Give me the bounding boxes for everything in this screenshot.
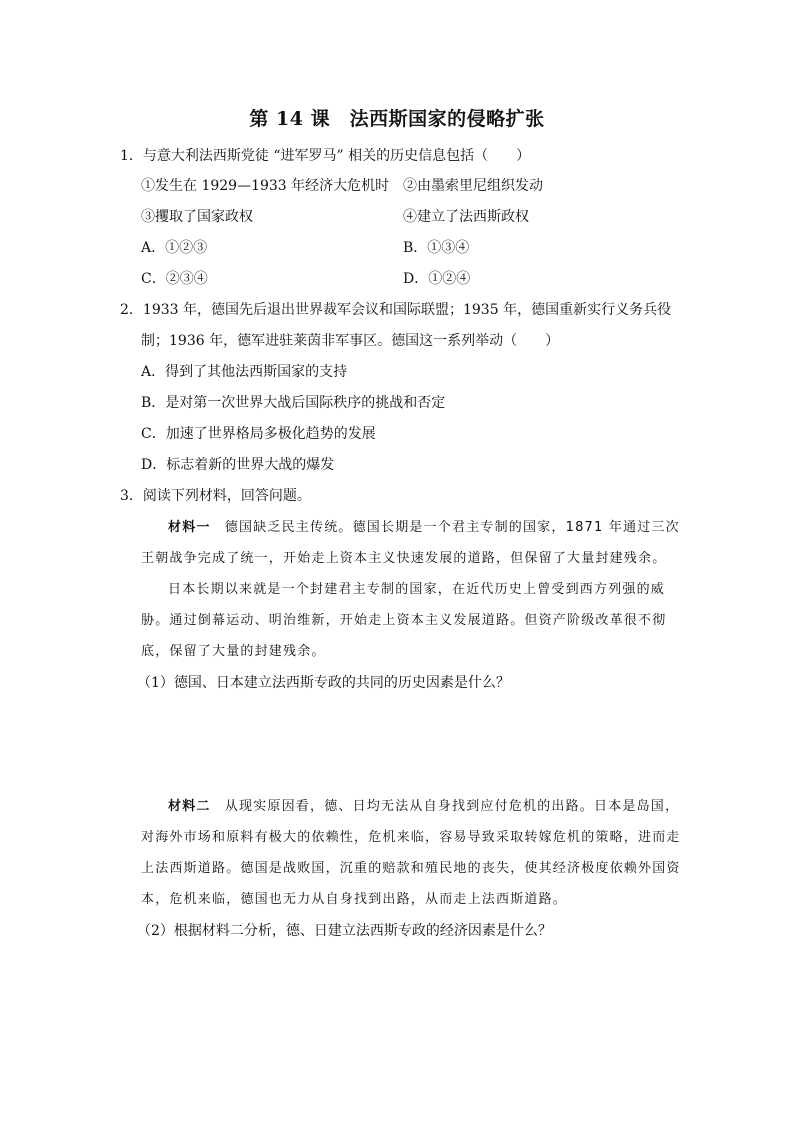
q2-option-b: B．是对第一次世界大战后国际秩序的挑战和否定 bbox=[141, 395, 446, 411]
q2-option-a: A．得到了其他法西斯国家的支持 bbox=[141, 364, 348, 380]
material-2-line-2: 对海外市场和原料有极大的依赖性，危机来临，容易导致采取转嫁危机的策略，进而走 bbox=[141, 830, 681, 845]
q1-option-a: A．①②③ bbox=[141, 240, 208, 256]
sub-question-1: （1）德国、日本建立法西斯专政的共同的历史因素是什么？ bbox=[137, 675, 510, 691]
material-1-line-3: 日本长期以来就是一个封建君主专制的国家，在近代历史上曾受到西方列强的威 bbox=[168, 582, 666, 597]
q2-option-d: D．标志着新的世界大战的爆发 bbox=[141, 457, 335, 473]
material-1-label: 材料一 bbox=[168, 520, 211, 535]
q1-option-d: D．①②④ bbox=[403, 271, 471, 287]
material-2-label: 材料二 bbox=[168, 799, 211, 814]
material-1-line-1 bbox=[168, 518, 680, 538]
q1-option-c: C．②③④ bbox=[141, 271, 208, 287]
material-2-line-4: 本，危机来临，德国也无力从自身找到出路，从而走上法西斯道路。 bbox=[141, 892, 568, 907]
q1-option-b: B．①③④ bbox=[403, 240, 470, 256]
material-1-line-5: 底，保留了大量的封建残余。 bbox=[141, 644, 326, 659]
sub-question-2: （2）根据材料二分析，德、日建立法西斯专政的经济因素是什么？ bbox=[137, 923, 552, 939]
question-3-stem: 3．阅读下列材料，回答问题。 bbox=[120, 488, 311, 504]
q2-option-c: C．加速了世界格局多极化趋势的发展 bbox=[141, 426, 376, 442]
page-title: 第 14 课 法西斯国家的侵略扩张 bbox=[249, 108, 545, 130]
q1-item-2: ②由墨索里尼组织发动 bbox=[403, 178, 543, 194]
q1-item-4: ④建立了法西斯政权 bbox=[403, 209, 529, 225]
material-1-line-4: 胁。通过倒幕运动、明治维新，开始走上资本主义发展道路。但资产阶级改革很不彻 bbox=[141, 613, 667, 628]
q1-item-1: ①发生在 1929—1933 年经济大危机时 bbox=[141, 178, 390, 194]
q1-item-3: ③攫取了国家政权 bbox=[141, 209, 253, 225]
material-1-text: 德国缺乏民主传统。德国长期是一个君主专制的国家，1871 年通过三次 bbox=[210, 520, 680, 535]
material-2-text: 从现实原因看，德、日均无法从自身找到应付危机的出路。日本是岛国， bbox=[210, 799, 680, 814]
material-1-line-2: 王朝战争完成了统一，开始走上资本主义快速发展的道路，但保留了大量封建残余。 bbox=[141, 551, 667, 566]
question-2-stem-line-2: 制；1936 年，德军进驻莱茵非军事区。德国这一系列举动（ ） bbox=[141, 333, 560, 349]
question-2-stem-line-1: 2．1933 年，德国先后退出世界裁军会议和国际联盟；1935 年，德国重新实行义务兵役 bbox=[120, 302, 672, 318]
material-2-line-1 bbox=[168, 797, 679, 817]
question-1-stem: 1．与意大利法西斯党徒 “进军罗马” 相关的历史信息包括（ ） bbox=[120, 148, 531, 164]
material-2-line-3: 上法西斯道路。德国是战败国，沉重的赔款和殖民地的丧失，使其经济极度依赖外国资 bbox=[141, 861, 681, 876]
